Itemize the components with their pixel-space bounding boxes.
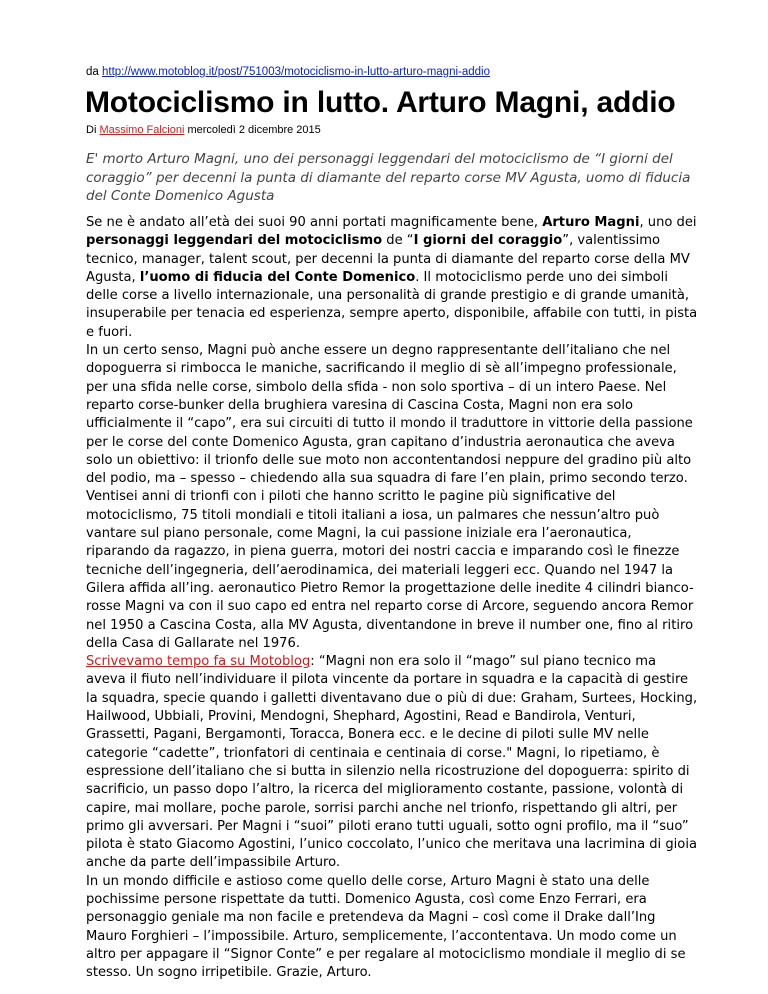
article-title: Motociclismo in lutto. Arturo Magni, addio	[85, 86, 676, 119]
source-link[interactable]: http://www.motoblog.it/post/751003/motociclismo-in-lutto-arturo-magni-addio	[102, 66, 490, 78]
byline-prefix: Di	[86, 124, 97, 136]
p1-bold-uomo-fiducia: l’uomo di fiducia del Conte Domenico	[139, 269, 416, 285]
article-body	[86, 214, 698, 982]
p1-text-4: ”, valentissimo tecnico, manager, talent scout, per decenni la punta di diamante del reparto corse della MV Agusta,	[86, 233, 690, 285]
source-line	[86, 66, 490, 78]
p1-bold-personaggi: personaggi leggendari del motociclismo	[86, 233, 383, 249]
source-prefix: da	[86, 66, 99, 78]
p1-bold-arturo-magni: Arturo Magni	[542, 215, 640, 230]
article-lead: E' morto Arturo Magni, uno dei personaggi leggendari del motociclismo de “I giorni del coraggio” per decenni la punta di diamante del reparto corse MV Agusta, uomo di fiducia del Conte Domenico Agusta	[86, 151, 691, 204]
paragraph-5: In un mondo difficile e astioso come quello delle corse, Arturo Magni è stato una delle pochissime persone rispettate da tutti. Domenico Agusta, così come Enzo Ferrari, era personaggio geniale ma non facile e pretendeva da Magni – così come il Drake dall’Ing Mauro Forghieri – l’impossibile. Arturo, semplicemente, l’accontentava. Un modo come un altro per appagare il “Signor Conte” e per regalare al motociclismo mondiale il meglio di se stesso. Un sogno irripetibile. Grazie, Arturo.	[86, 873, 686, 981]
p1-text-1: Se ne è andato all’età dei suoi 90 anni portati magnificamente bene,	[86, 215, 543, 230]
paragraph-4: : “Magni non era solo il “mago” sul piano tecnico ma aveva il fiuto nell’individuare il pilota vincente da portare in squadra e la capacità di gestire la squadra, specie quando i galletti diventavano due o più di due: Graham, Surtees, Hocking, Hailwood, Ubbiali, Provini, Mendogni, Shephard, Agostini, Read e Bandirola, Venturi, Grassetti, Pagani, Bergamonti, Toracca, Bonera ecc. e le decine di piloti sulle MV nelle categorie “cadette”, trionfatori di centinaia e centinaia di corse." Magni, lo ripetiamo, è espressione dell’italiano che si butta in silenzio nella ricostruzione del dopoguerra: spirito di sacrificio, un passo dopo l’altro, la ricerca del miglioramento costante, passione, volontà di capire, mai mollare, poche parole, sorrisi parchi anche nel trionfo, rispettando gli altri, per primo gli avversari. Per Magni i “suoi” piloti erano tutti uguali, sotto ogni profilo, ma il “suo” pilota è stato Giacomo Agostini, l’unico coccolato, l’unico che meritava una lacrimina di gioia anche da parte dell’impassibile Arturo.	[86, 654, 698, 871]
p1-text-5: . Il motociclismo perde uno dei simboli delle corse a livello internazionale, una personalità di grande prestigio e di grande umanità, insuperabile per tenacia ed esperienza, sempre aperto, disponibile, affabile con tutti, in pista e fuori.	[86, 269, 698, 340]
p1-bold-giorni-coraggio: I giorni del coraggio	[413, 233, 563, 249]
paragraph-2: In un certo senso, Magni può anche essere un degno rappresentante dell’italiano che nel dopoguerra si rimbocca le maniche, sacrificando il meglio di sè all’impegno professionale, per una sfida nelle corse, simbolo della sfida - non solo sportiva – di un intero Paese. Nel reparto corse-bunker della brughiera varesina di Cascina Costa, Magni non era solo ufficialmente il “capo”, era sui circuiti di tutto il mondo il traduttore in vittorie della passione per le corse del conte Domenico Agusta, gran capitano d’industria aeronautica che aveva solo un obiettivo: il trionfo delle sue moto non accontentandosi neppure del gradino più alto del podio, ma – spesso – chiedendo alla sua squadra di fare l’en plain, primo secondo terzo.	[86, 343, 693, 487]
publish-date: mercoledì 2 dicembre 2015	[187, 124, 321, 136]
p1-text-2: , uno dei	[639, 215, 697, 230]
author-link[interactable]: Massimo Falcioni	[99, 124, 185, 136]
byline	[86, 124, 321, 136]
motoblog-link[interactable]: Scrivevamo tempo fa su Motoblog	[86, 654, 311, 670]
paragraph-3: Ventisei anni di trionfi con i piloti che hanno scritto le pagine più significative del motociclismo, 75 titoli mondiali e titoli italiani a iosa, un palmares che nessun’altro può vantare sul piano personale, come Magni, la cui passione iniziale era l’aeronautica, riparando da ragazzo, in piena guerra, motori dei nostri caccia e imparando così le finezze tecniche dell’ingegneria, dell’aerodinamica, dei materiali leggeri ecc. Quando nel 1947 la Gilera affida all’ing. aeronautico Pietro Remor la progettazione delle inedite 4 cilindri bianco-rosse Magni va con il suo capo ed entra nel reparto corse di Arcore, seguendo ancora Remor nel 1950 a Cascina Costa, alla MV Agusta, diventandone in breve il number one, fino al ritiro della Casa di Gallarate nel 1976.	[86, 489, 694, 651]
p1-text-3: de “	[382, 233, 414, 249]
